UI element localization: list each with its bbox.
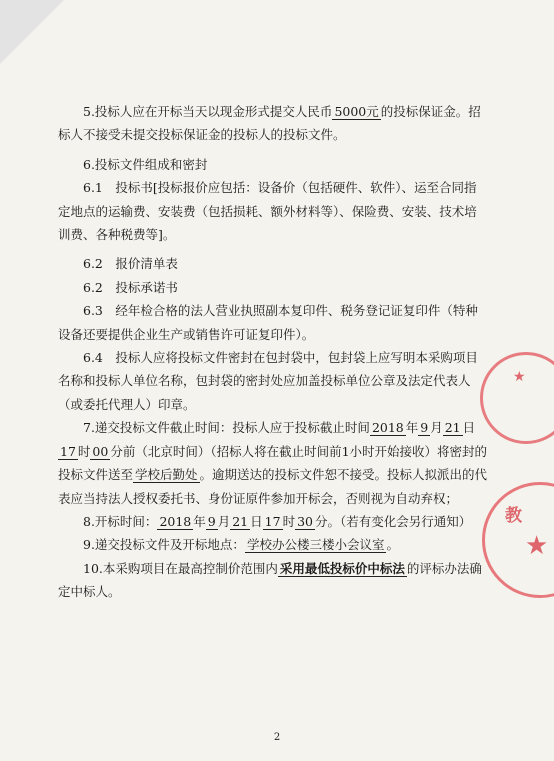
deadline-minute: 00 [92,443,109,459]
deposit-text-suffix: 的投标保证金。招标人不接受未提交投标保证金的投标人的投标文件。 [58,104,481,143]
paragraph-6-1: 6.1 投标书[投标报价应包括：设备价（包括硬件、软件）、运至合同指定地点的运输费、安装费（包括损耗、额外材料等）、保险费、安装、技术培训费、各种税费等]。 [58,180,477,243]
opening-yue: 月 [217,513,231,529]
opening-day: 21 [232,513,249,529]
deadline-text-suffix: 。逾期送达的投标文件恕不接受。投标人拟派出的代表应当持法人授权委托书、身份证原件参加开标会，否则视为自动弃权； [58,467,488,506]
deposit-text-prefix: 5.投标人应在开标当天以现金形式提交人民币 [83,104,333,119]
paragraph-6-2-price-list: 6.2 报价清单表 [83,256,178,272]
opening-shi: 时 [282,513,296,529]
paragraph-10 [58,557,488,604]
deadline-year: 2018 [371,420,404,436]
red-seal-partial-bottom [482,482,554,598]
paragraph-9 [58,533,488,556]
deadline-text-mid: 分前（北京时间）（招标人将在截止时间前1小时开始接收）将密封的投标文件送至 [58,443,488,483]
opening-month: 9 [207,513,216,529]
deadline-month: 9 [420,420,429,436]
folded-corner [0,0,64,64]
opening-hour: 17 [264,513,281,529]
seal-star: ★ [525,531,549,561]
paragraph-6-2-commitment: 6.2 投标承诺书 [83,279,178,295]
deadline-yue: 月 [430,420,443,436]
paragraph-5 [58,100,488,147]
seal-star-small: ★ [513,369,526,385]
paragraph-7 [58,416,488,510]
deadline-ri: 日 [462,420,476,436]
deadline-text-prefix: 7.递交投标文件截止时间：投标人应于投标截止时间 [83,420,370,436]
award-method: 采用最低投标价中标法 [279,560,405,576]
opening-year: 2018 [159,513,192,529]
submission-place: 学校后勤处 [135,467,198,483]
deadline-nian: 年 [405,420,419,436]
deadline-shi: 时 [77,443,91,459]
deadline-day: 21 [444,420,461,436]
red-seal-partial-top [480,352,554,444]
award-text-suffix: 的评标办法确定中标人。 [58,560,482,600]
page-number: 2 [273,732,281,743]
venue-text-suffix: 。 [386,537,399,553]
award-text-prefix: 10.本采购项目在最高控制价范围内 [83,560,278,576]
paragraph-8 [58,510,488,533]
deadline-hour: 17 [60,443,76,459]
seal-character: 教 [505,506,522,526]
opening-text-prefix: 8.开标时间： [83,513,158,529]
opening-nian: 年 [193,513,206,529]
opening-ri: 日 [250,513,263,529]
venue-text-prefix: 9.递交投标文件及开标地点： [83,537,245,553]
section-6-title: 6.投标文件组成和密封 [83,156,208,172]
document-body [58,100,488,604]
opening-minute: 30 [297,513,313,529]
paragraph-6-3: 6.3 经年检合格的法人营业执照副本复印件、税务登记证复印件（特种设备还要提供企业生产或销售许可证复印件）。 [58,303,478,342]
venue-place: 学校办公楼三楼小会议室 [246,537,385,553]
opening-text-suffix: 分。（若有变化会另行通知） [314,513,472,529]
paragraph-6-4: 6.4 投标人应将投标文件密封在包封袋中，包封袋上应写明本采购项目名称和投标人单位名称，包封袋的密封处应加盖投标单位公章及法定代表人（或委托代理人）印章。 [58,350,478,412]
deposit-amount: 5000元 [334,104,379,119]
